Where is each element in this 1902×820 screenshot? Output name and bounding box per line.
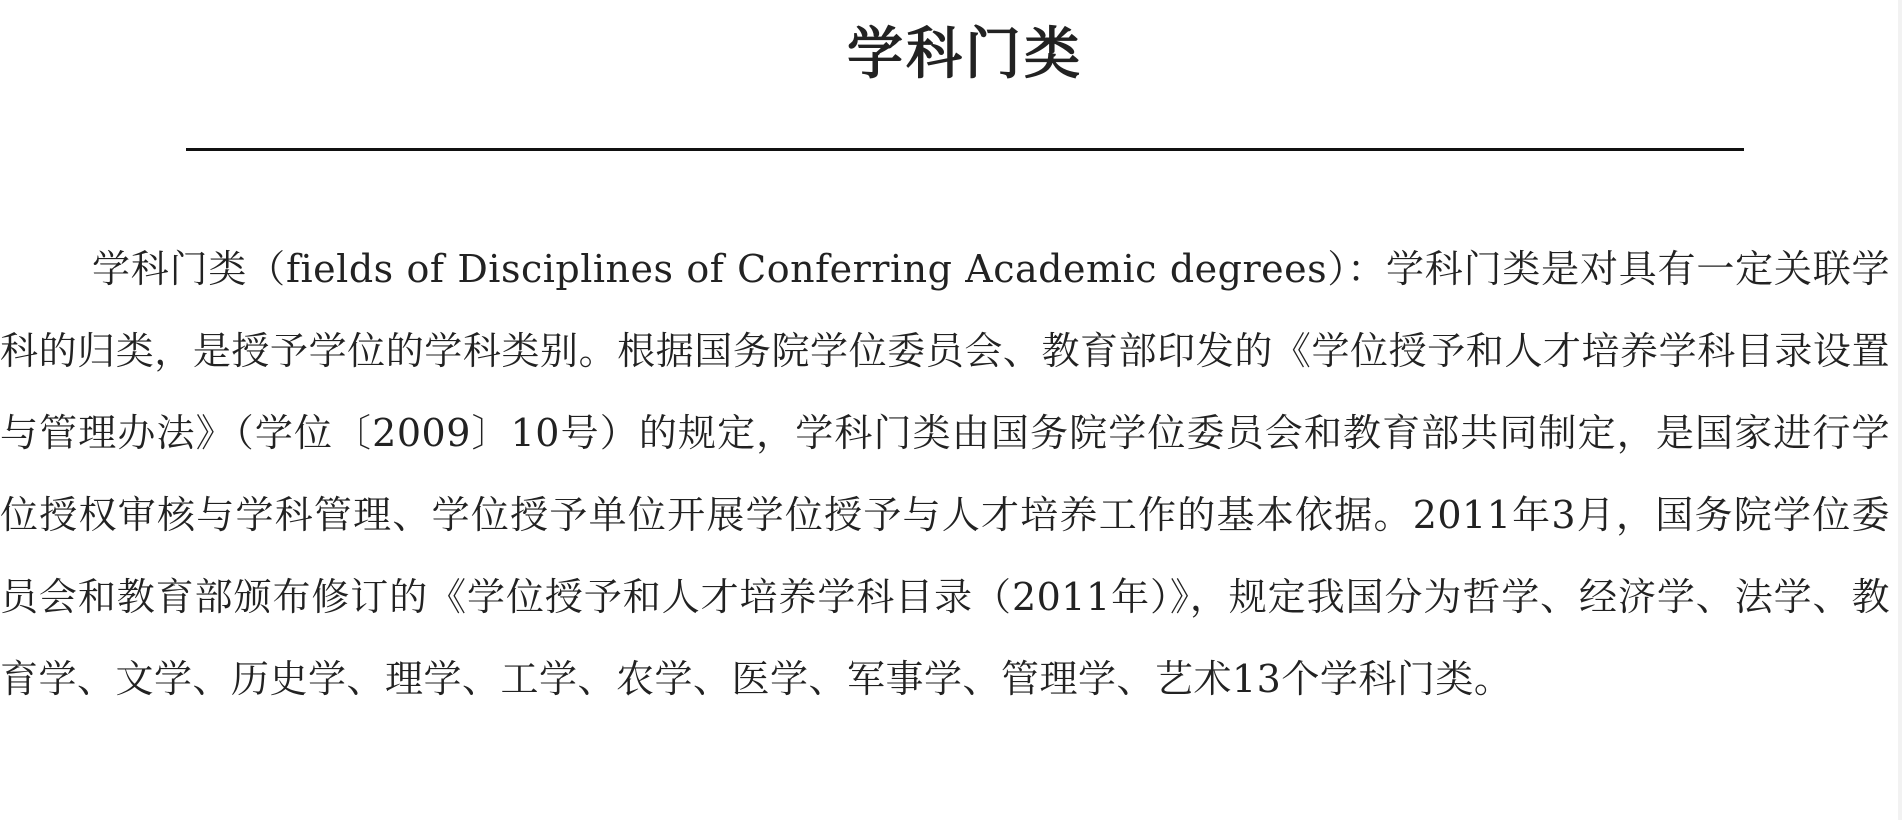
- title-divider: [186, 148, 1744, 151]
- body-paragraph: 学科门类（fields of Disciplines of Conferring Academic degrees）：学科门类是对具有一定关联学科的归类，是授予学位的学科类别。根据国务院学位委员会、教育部印发的《学位授予和人才培养学科目录设置与管理办法》（学位〔2009〕10号）的规定，学科门类由国务院学位委员会和教育部共同制定，是国家进行学位授权审核与学科管理、学位授予单位开展学位授予与人才培养工作的基本依据。2011年3月，国务院学位委员会和教育部颁布修订的《学位授予和人才培养学科目录（2011年）》，规定我国分为哲学、经济学、法学、教育学、文学、历史学、理学、工学、农学、医学、军事学、管理学、艺术13个学科门类。: [0, 247, 1890, 701]
- page-edge: [1898, 0, 1902, 820]
- page-title: 学科门类: [847, 21, 1083, 87]
